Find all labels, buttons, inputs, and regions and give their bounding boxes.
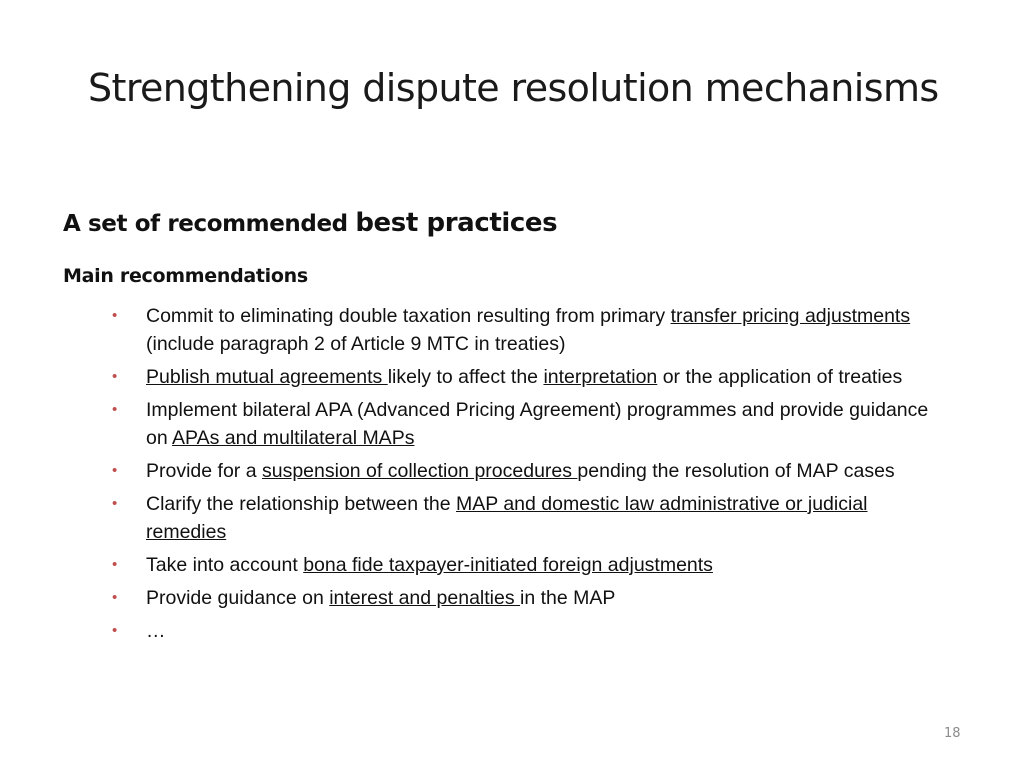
- bullet-dot-icon: •: [112, 622, 118, 639]
- bullet-dot-icon: •: [112, 401, 118, 418]
- item-text: Provide for a: [146, 460, 262, 482]
- bullet-dot-icon: •: [112, 556, 118, 573]
- list-item: [112, 551, 946, 579]
- subheading: Main recommendations: [63, 265, 308, 287]
- bullet-dot-icon: •: [112, 589, 118, 606]
- item-link[interactable]: Publish mutual agreements: [146, 366, 388, 388]
- item-link[interactable]: MAP and domestic law administrative or judicial remedies: [146, 493, 868, 543]
- list-item: [112, 396, 946, 452]
- list-item: [112, 363, 946, 391]
- list-item: [112, 617, 946, 645]
- item-text: in the MAP: [520, 587, 616, 609]
- recommendations-list: [112, 302, 946, 650]
- section-heading: [63, 208, 557, 238]
- item-link[interactable]: APAs and multilateral MAPs: [172, 427, 415, 449]
- item-text: Implement bilateral APA (Advanced Pricing Agreement) programmes and provide guidance on: [146, 399, 929, 449]
- item-text: pending the resolution of MAP cases: [577, 460, 895, 482]
- bullet-dot-icon: •: [112, 495, 118, 512]
- item-text: (include paragraph 2 of Article 9 MTC in treaties): [146, 333, 566, 355]
- item-link[interactable]: interpretation: [543, 366, 658, 388]
- item-text: Take into account: [146, 554, 304, 576]
- item-text: …: [146, 620, 166, 642]
- item-text: likely to affect the: [387, 366, 544, 388]
- item-link[interactable]: bona fide taxpayer-initiated foreign adjustments: [303, 554, 713, 576]
- item-link[interactable]: transfer pricing adjustments: [670, 305, 911, 327]
- bullet-dot-icon: •: [112, 368, 118, 385]
- page-number: 18: [944, 726, 961, 741]
- item-text: Provide guidance on: [146, 587, 330, 609]
- item-link[interactable]: suspension of collection procedures: [261, 460, 578, 482]
- list-item: [112, 490, 946, 546]
- list-item: [112, 457, 946, 485]
- item-text: Clarify the relationship between the: [146, 493, 457, 515]
- bullet-dot-icon: •: [112, 307, 118, 324]
- list-item: [112, 302, 946, 358]
- item-text: or the application of treaties: [657, 366, 903, 388]
- item-text: Commit to eliminating double taxation resulting from primary: [146, 305, 671, 327]
- item-link[interactable]: interest and penalties: [329, 587, 521, 609]
- bullet-dot-icon: •: [112, 462, 118, 479]
- section-heading-part1: A set of recommended: [63, 211, 356, 237]
- section-heading-part2: best practices: [355, 208, 558, 238]
- list-item: [112, 584, 946, 612]
- slide-title: Strengthening dispute resolution mechanisms: [88, 66, 939, 110]
